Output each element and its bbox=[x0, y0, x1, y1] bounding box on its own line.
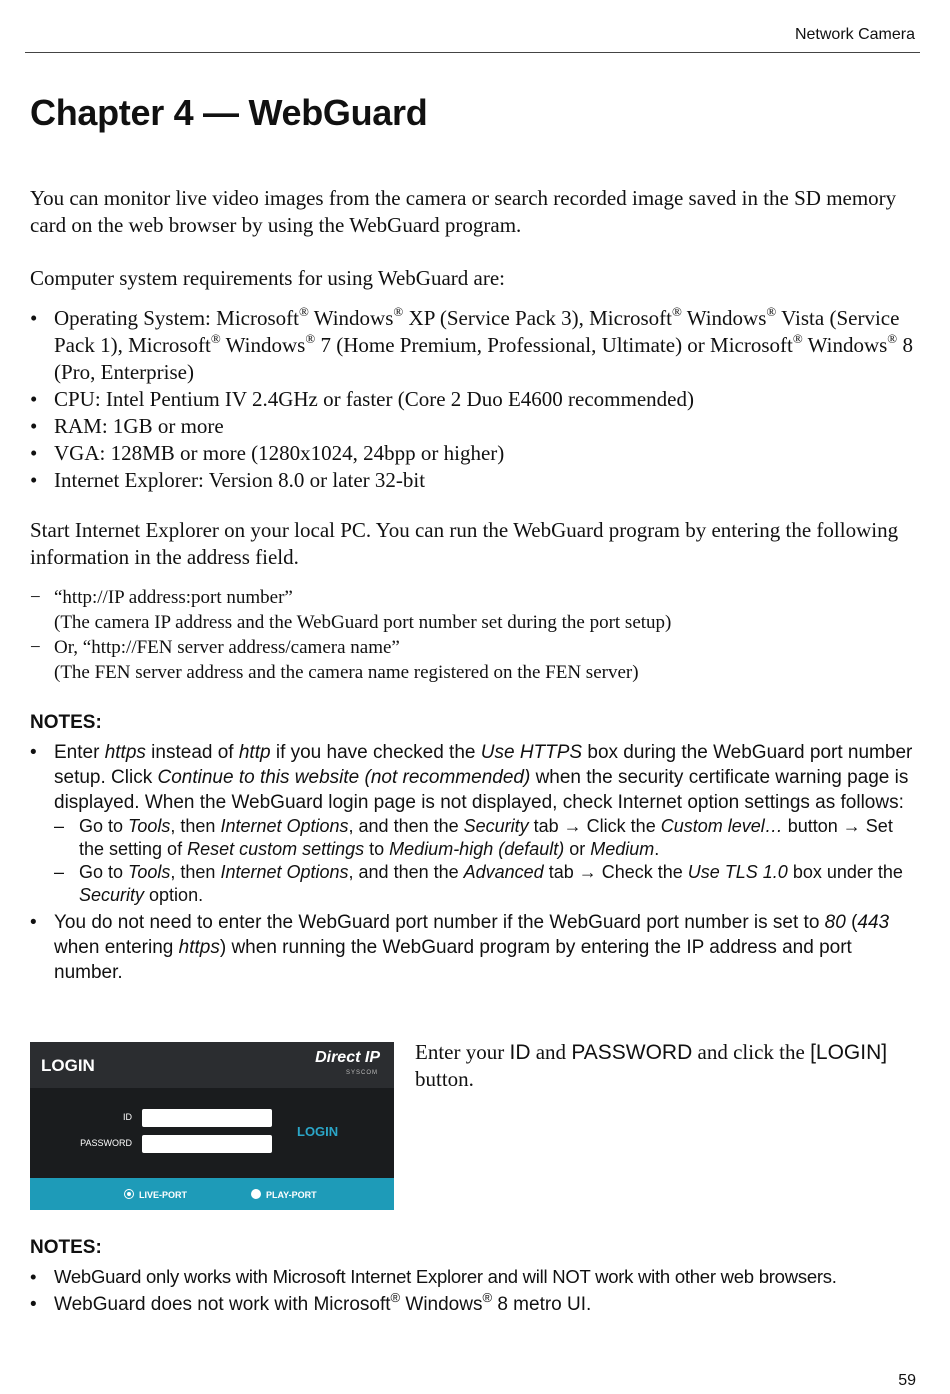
requirement-os: • Operating System: Microsoft® Windows® XP (Service Pack 3), Microsoft® Windows® Vista (Service Pack 1), Microsoft® Windows® 7 (Home Premium, Professional, Ultimate) or Microsoft® Windows® 8 (Pro, Enterprise) bbox=[30, 304, 913, 384]
notes-list bbox=[30, 740, 920, 985]
live-port-radio[interactable] bbox=[124, 1189, 134, 1199]
syscom-logo: SYSCOM bbox=[345, 1070, 378, 1076]
note-https: • Enter https instead of http if you have checked the Use HTTPS box during the WebGuard port number setup. Click Continue to this website (not recommended) when the security certificate warning page is displayed. When the WebGuard login page is not displayed, check Internet option settings as follows: – Go to Tools, then Internet Options, and then the Security tab → Click the Custom level… button → Set the setting of Reset custom settings to Medium-high (default) or Medium. – Go to Tools, then Internet Options, and then the Advanced tab → Check the Use TLS 1.0 box under the Security option. bbox=[30, 740, 920, 907]
chapter-title: Chapter 4 — WebGuard bbox=[30, 92, 428, 133]
password-input[interactable] bbox=[142, 1135, 272, 1153]
start-paragraph: Start Internet Explorer on your local PC. You can run the WebGuard program by entering the following information in the address field. bbox=[30, 518, 899, 569]
requirements-list bbox=[30, 305, 920, 494]
notes-title: NOTES: bbox=[30, 712, 102, 733]
login-caption: Enter your ID and PASSWORD and click the [LOGIN] button. bbox=[415, 1040, 888, 1091]
note-browser: • WebGuard only works with Microsoft Internet Explorer and will NOT work with other web browsers. bbox=[30, 1266, 837, 1287]
requirement-vga: • VGA: 128MB or more (1280x1024, 24bpp or higher) bbox=[30, 441, 505, 465]
header-rule bbox=[25, 52, 920, 53]
note-port: • You do not need to enter the WebGuard port number if the WebGuard port number is set to 80 (443 when entering https) when running the WebGuard program by entering the IP address and port number. bbox=[30, 912, 890, 983]
requirement-ram: • RAM: 1GB or more bbox=[30, 414, 224, 438]
id-input[interactable] bbox=[142, 1109, 272, 1127]
requirement-cpu: • CPU: Intel Pentium IV 2.4GHz or faster (Core 2 Duo E4600 recommended) bbox=[30, 387, 694, 411]
note-sub-advanced: – Go to Tools, then Internet Options, and then the Advanced tab → Check the Use TLS 1.0 box under the Security option. bbox=[54, 862, 903, 905]
requirement-browser: • Internet Explorer: Version 8.0 or later 32-bit bbox=[30, 468, 426, 492]
play-port-radio[interactable] bbox=[251, 1189, 261, 1199]
live-port-label: LIVE-PORT bbox=[139, 1190, 188, 1200]
page-number: 59 bbox=[898, 1372, 916, 1389]
password-label: PASSWORD bbox=[80, 1138, 132, 1148]
address-list bbox=[30, 585, 920, 685]
play-port-label: PLAY-PORT bbox=[266, 1190, 317, 1200]
requirements-lead: Computer system requirements for using WebGuard are: bbox=[30, 266, 505, 290]
notes-title-2: NOTES: bbox=[30, 1237, 102, 1258]
login-title: LOGIN bbox=[41, 1056, 95, 1075]
intro-paragraph: You can monitor live video images from the camera or search recorded image saved in the SD memory card on the web browser by using the WebGuard program. bbox=[30, 186, 897, 237]
id-label: ID bbox=[123, 1112, 132, 1122]
login-screenshot bbox=[30, 1042, 394, 1210]
note-sub-security: – Go to Tools, then Internet Options, and then the Security tab → Click the Custom level… button → Set the setting of Reset custom settings to Medium-high (default) or Medium. bbox=[54, 816, 893, 859]
address-item-ip: − “http://IP address:port number” (The camera IP address and the WebGuard port number set during the port setup) bbox=[30, 587, 672, 633]
address-item-fen: − Or, “http://FEN server address/camera name” (The FEN server address and the camera name registered on the FEN server) bbox=[30, 637, 639, 683]
login-button[interactable]: LOGIN bbox=[297, 1124, 339, 1139]
running-header: Network Camera bbox=[794, 26, 915, 43]
notes-list-2 bbox=[30, 1264, 920, 1317]
directip-logo: Direct IP bbox=[315, 1049, 380, 1066]
port-selector bbox=[30, 1178, 394, 1210]
note-metro: • WebGuard does not work with Microsoft® Windows® 8 metro UI. bbox=[30, 1289, 592, 1315]
